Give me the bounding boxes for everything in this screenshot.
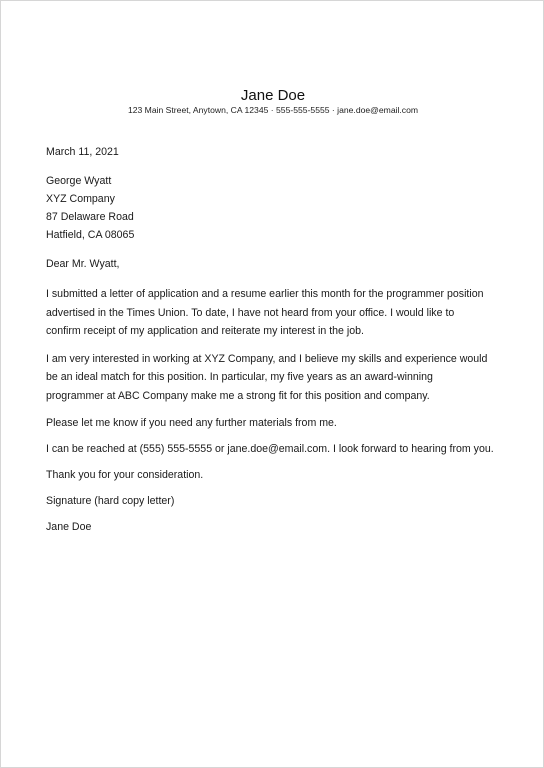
letter-body: [46, 143, 516, 544]
paragraph-interest: [46, 350, 516, 406]
recipient-company: XYZ Company: [46, 193, 115, 205]
paragraph-line: advertised in the Times Union. To date, I have not heard from your office. I would like to: [46, 306, 455, 319]
further-materials-line: Please let me know if you need any further materials from me.: [46, 417, 337, 429]
signature-name: Jane Doe: [46, 521, 92, 533]
recipient-name: George Wyatt: [46, 175, 112, 187]
thanks-line: Thank you for your consideration.: [46, 469, 204, 481]
recipient-street: 87 Delaware Road: [46, 211, 134, 223]
sender-contact-info: 123 Main Street, Anytown, CA 12345 · 555-555-5555 · jane.doe@email.com: [127, 105, 419, 115]
paragraph-line: programmer at ABC Company make me a strong fit for this position and company.: [46, 389, 430, 402]
recipient-city: Hatfield, CA 08065: [46, 229, 135, 241]
recipient-address: [46, 172, 516, 244]
paragraph-line: be an ideal match for this position. In particular, my five years as an award-winning: [46, 371, 433, 383]
sender-name: Jane Doe: [240, 87, 306, 104]
letter-date: March 11, 2021: [46, 146, 119, 158]
salutation: Dear Mr. Wyatt,: [46, 258, 120, 270]
signature-note: Signature (hard copy letter): [46, 495, 175, 507]
paragraph-follow-up: [46, 285, 516, 341]
paragraph-line: confirm receipt of my application and reiterate my interest in the job.: [46, 325, 364, 337]
contact-line: I can be reached at (555) 555-5555 or jane.doe@email.com. I look forward to hearing from you.: [46, 443, 494, 455]
paragraph-line: I am very interested in working at XYZ Company, and I believe my skills and experience would: [46, 352, 488, 365]
paragraph-line: I submitted a letter of application and a resume earlier this month for the programmer position: [46, 288, 484, 300]
